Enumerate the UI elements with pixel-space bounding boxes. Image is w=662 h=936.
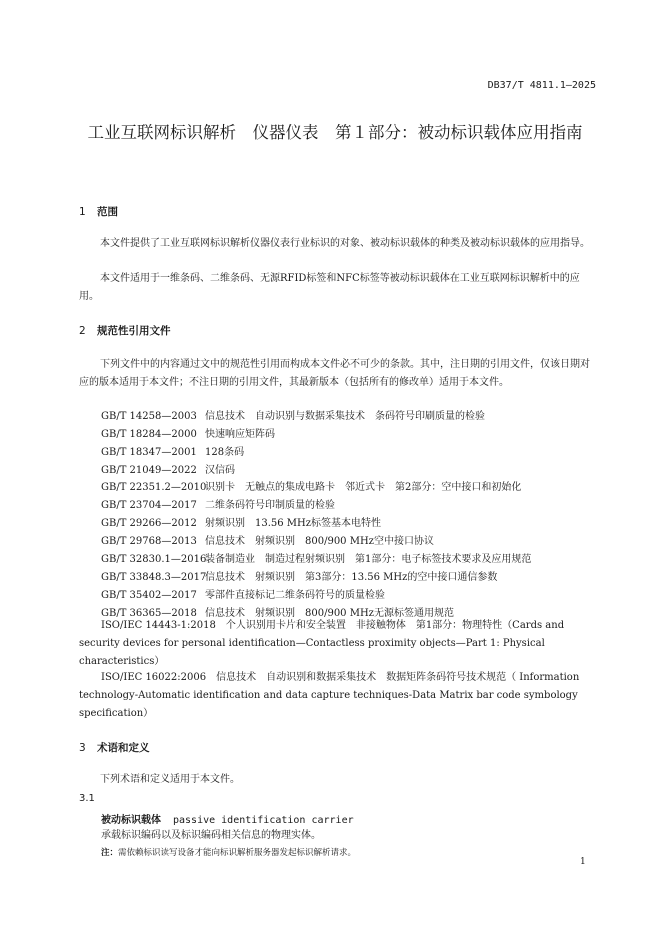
reference-title: 射频识别 13.56 MHz标签基本电特性 bbox=[205, 518, 382, 529]
reference-code: GB/T 32830.1—2016 bbox=[101, 554, 207, 565]
section-number: 3 bbox=[79, 742, 86, 754]
reference-title: 二维条码符号印制质量的检验 bbox=[205, 500, 335, 511]
reference-code: GB/T 14258—2003 bbox=[101, 411, 197, 422]
note-text: 需依赖标识读写设备才能向标识解析服务器发起标识解析请求。 bbox=[118, 848, 357, 858]
section-title: 术语和定义 bbox=[97, 742, 150, 754]
reference-title: 信息技术 自动识别与数据采集技术 条码符号印刷质量的检验 bbox=[205, 411, 485, 422]
reference-item bbox=[101, 497, 335, 515]
term-name-en: passive identification carrier bbox=[173, 815, 354, 826]
references-intro: 下列文件中的内容通过文中的规范性引用而构成本文件必不可少的条款。其中，注日期的引用文件，仅该日期对应的版本适用于本文件；不注日期的引用文件，其最新版本（包括所有的修改单）适用于本文件。 bbox=[79, 359, 590, 388]
reference-code: GB/T 23704—2017 bbox=[101, 500, 197, 511]
reference-code: GB/T 29768—2013 bbox=[101, 536, 197, 547]
term-note bbox=[101, 846, 356, 858]
reference-item bbox=[101, 569, 497, 587]
reference-item bbox=[101, 408, 485, 426]
iso-reference: ISO/IEC 14443-1:2018 个人识别用卡片和安全装置 非接触物体 第1部分：物理特性（Cards and security devices for personal identification—Contactless proximity objects—Part 1: Physical characteristics） bbox=[79, 620, 565, 667]
reference-code: GB/T 22351.2—2010 bbox=[101, 482, 207, 493]
reference-title: 信息技术 射频识别 800/900 MHz空中接口协议 bbox=[205, 536, 434, 547]
section-heading-terms bbox=[79, 740, 150, 755]
reference-code: GB/T 29266—2012 bbox=[101, 518, 197, 529]
iso-reference: ISO/IEC 16022:2006 信息技术 自动识别和数据采集技术 数据矩阵条码符号技术规范（ Information technology-Automatic identification and data capture techniques-Data Matrix bar code symbology specification） bbox=[79, 672, 580, 719]
reference-title: 信息技术 射频识别 800/900 MHz无源标签通用规范 bbox=[205, 608, 454, 619]
reference-code: GB/T 18347—2001 bbox=[101, 447, 197, 458]
reference-title: 信息技术 射频识别 第3部分：13.56 MHz的空中接口通信参数 bbox=[205, 572, 498, 583]
reference-code: GB/T 33848.3—2017 bbox=[101, 572, 207, 583]
section-heading-normative-references bbox=[79, 323, 171, 338]
page-number: 1 bbox=[580, 857, 586, 867]
scope-paragraph: 本文件提供了工业互联网标识解析仪器仪表行业标识的对象、被动标识载体的种类及被动标识载体的应用指导。 bbox=[100, 238, 590, 249]
reference-item bbox=[101, 444, 244, 462]
reference-title: 零部件直接标记二维条码符号的质量检验 bbox=[205, 590, 385, 601]
term-number: 3.1 bbox=[79, 793, 95, 804]
term-heading bbox=[101, 811, 354, 826]
reference-code: GB/T 21049—2022 bbox=[101, 465, 197, 476]
document-number: DB37/T 4811.1—2025 bbox=[487, 80, 596, 91]
reference-title: 识别卡 无触点的集成电路卡 邻近式卡 第2部分：空中接口和初始化 bbox=[205, 482, 522, 493]
term-definition: 承载标识编码以及标识编码相关信息的物理实体。 bbox=[101, 830, 321, 841]
terms-intro: 下列术语和定义适用于本文件。 bbox=[100, 774, 240, 785]
section-number: 1 bbox=[79, 206, 86, 218]
reference-title: 快速响应矩阵码 bbox=[205, 429, 275, 440]
reference-item bbox=[101, 426, 275, 444]
section-heading-scope bbox=[79, 204, 118, 219]
reference-item bbox=[101, 587, 385, 605]
document-title: 工业互联网标识解析 仪器仪表 第１部分：被动标识载体应用指南 bbox=[87, 123, 583, 142]
reference-item bbox=[101, 533, 434, 551]
reference-title: 装备制造业 制造过程射频识别 第1部分：电子标签技术要求及应用规范 bbox=[205, 554, 532, 565]
reference-code: GB/T 36365—2018 bbox=[101, 608, 197, 619]
note-label: 注： bbox=[101, 848, 119, 858]
reference-title: 汉信码 bbox=[205, 465, 235, 476]
reference-item bbox=[101, 551, 531, 569]
section-title: 规范性引用文件 bbox=[97, 325, 171, 337]
scope-paragraph: 本文件适用于一维条码、二维条码、无源RFID标签和NFC标签等被动标识载体在工业互联网标识解析中的应用。 bbox=[79, 273, 580, 302]
reference-code: GB/T 35402—2017 bbox=[101, 590, 197, 601]
reference-item bbox=[101, 462, 235, 480]
reference-title: 128条码 bbox=[205, 447, 245, 458]
reference-item bbox=[101, 479, 521, 497]
reference-item bbox=[101, 515, 381, 533]
section-title: 范围 bbox=[97, 206, 118, 218]
reference-code: GB/T 18284—2000 bbox=[101, 429, 197, 440]
term-name-zh: 被动标识载体 bbox=[101, 815, 161, 826]
section-number: 2 bbox=[79, 325, 86, 337]
